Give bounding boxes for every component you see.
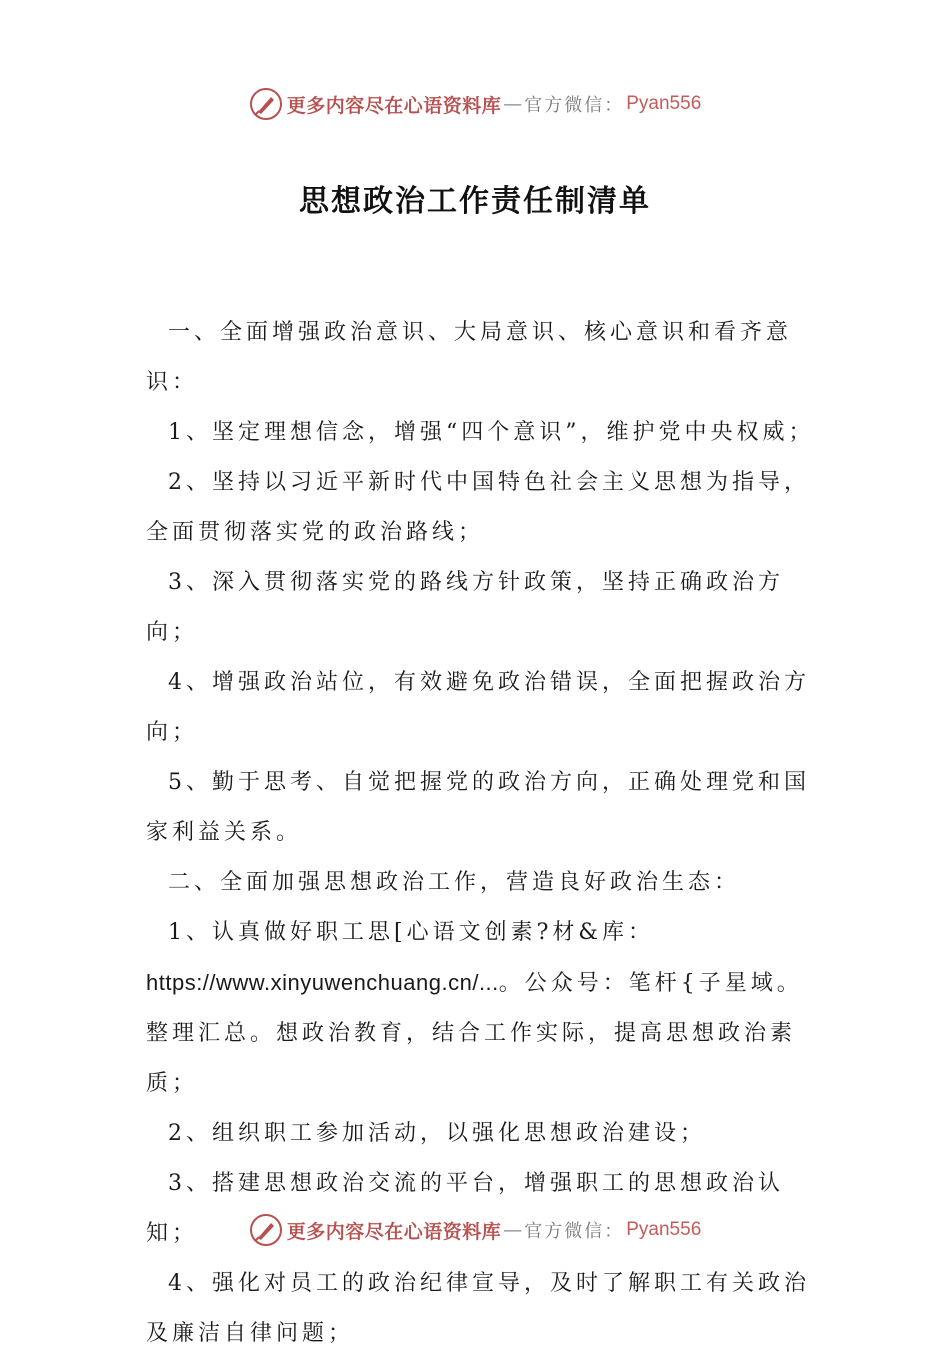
watermark-banner-bottom (0, 1210, 950, 1250)
section2-item-2: 2、组织职工参加活动，以强化思想政治建设； (168, 1121, 706, 1146)
banner-wechat-id: Pyan556 (626, 93, 702, 114)
banner-wechat-label: 官方微信： (524, 1221, 625, 1242)
document-body (146, 308, 816, 1359)
section1-item-3: 3、深入贯彻落实党的路线方针政策，坚持正确政治方向； (146, 570, 784, 645)
banner-wechat-id: Pyan556 (626, 1219, 702, 1240)
section2-item-4: 4、强化对员工的政治纪律宣导，及时了解职工有关政治及廉洁自律问题； (146, 1271, 810, 1346)
section1-item-5: 5、勤于思考、自觉把握党的政治方向，正确处理党和国家利益关系。 (146, 770, 810, 845)
pen-logo-icon (249, 1213, 283, 1247)
section2-item-3: 3、搭建思想政治交流的平台，增强职工的思想政治认知； (146, 1171, 784, 1246)
banner-wechat-label: 官方微信： (524, 95, 625, 116)
banner-dash: — (503, 1219, 523, 1241)
watermark-url: https://www.xinyuwenchuang.cn/... (146, 970, 499, 995)
section1-item-4: 4、增强政治站位，有效避免政治错误，全面把握政治方向； (146, 670, 810, 745)
watermark-banner-top (0, 84, 950, 124)
section2-heading: 二、全面加强思想政治工作，营造良好政治生态： (168, 870, 741, 895)
banner-text: 更多内容尽在心语资料库 (286, 94, 502, 117)
pen-logo-icon (249, 87, 283, 121)
section1-heading: 一、全面增强政治意识、大局意识、核心意识和看齐意识： (146, 320, 793, 395)
banner-dash: — (503, 93, 523, 115)
section1-item-1: 1、坚定理想信念，增强“四个意识”，维护党中央权威； (168, 420, 815, 445)
section2-item-1-prefix: 1、认真做好职工思[心语文创素?材&库： (168, 920, 654, 945)
section1-item-2: 2、坚持以习近平新时代中国特色社会主义思想为指导，全面贯彻落实党的政治路线； (146, 470, 810, 545)
banner-text: 更多内容尽在心语资料库 (286, 1220, 502, 1243)
section2-item-1-suffix: 。公众号：笔杆{子星域。整理汇总。想政治教育，结合工作实际，提高思想政治素质； (146, 971, 803, 1096)
document-title: 思想政治工作责任制清单 (299, 184, 651, 219)
section2-item-1 (146, 908, 816, 1109)
